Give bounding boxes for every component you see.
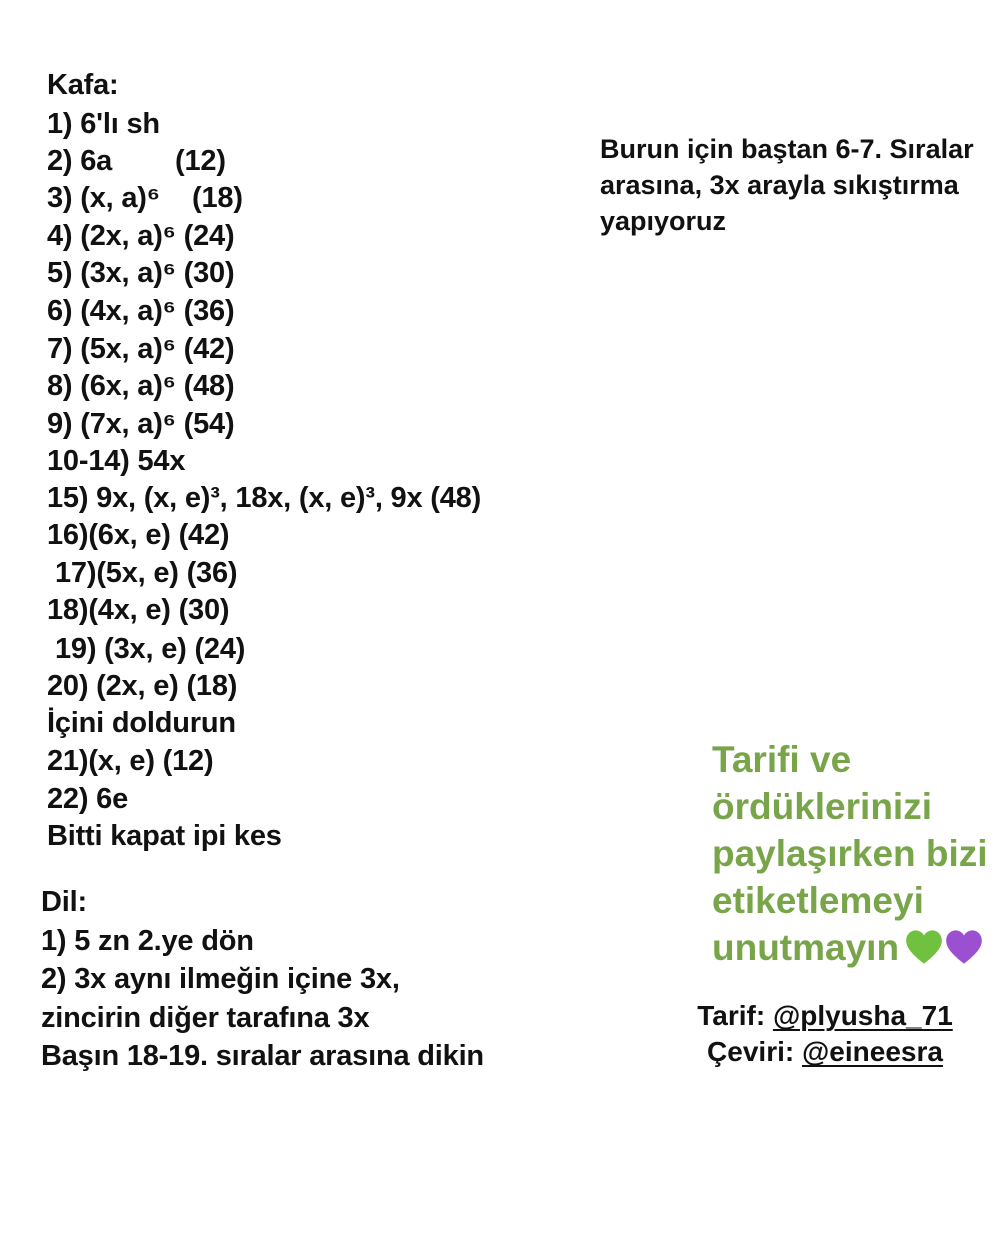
- kafa-line-2-step: 2) 6a: [47, 145, 113, 177]
- burun-note: [600, 131, 1007, 239]
- kafa-line-8: 8) (6x, a)⁶ (48): [47, 370, 235, 402]
- share-line-3: paylaşırken bizi: [712, 833, 988, 874]
- kafa-line-2-count: (12): [175, 145, 226, 177]
- burun-line-1: Burun için baştan 6-7. Sıralar: [600, 134, 974, 164]
- kafa-line-15: 19) (3x, e) (24): [55, 633, 246, 665]
- burun-line-2: arasına, 3x arayla sıkıştırma: [600, 170, 959, 200]
- credit-tarif: [680, 998, 970, 1034]
- kafa-line-16: 20) (2x, e) (18): [47, 670, 238, 702]
- share-line-4: etiketlemeyi: [712, 880, 924, 921]
- share-line-2: ördüklerinizi: [712, 786, 932, 827]
- share-line-1: Tarifi ve: [712, 739, 852, 780]
- share-line-5: [712, 924, 988, 971]
- kafa-line-6: 6) (4x, a)⁶ (36): [47, 295, 235, 327]
- kafa-line-3-step: 3) (x, a)⁶: [47, 182, 160, 214]
- dil-line-2: 2) 3x aynı ilmeğin içine 3x,: [41, 963, 400, 995]
- kafa-line-10: 10-14) 54x: [47, 445, 186, 477]
- kafa-line-4: 4) (2x, a)⁶ (24): [47, 220, 235, 252]
- credit-ceviri-handle[interactable]: @eineesra: [801, 1036, 943, 1067]
- burun-line-3: yapıyoruz: [600, 206, 727, 236]
- dil-line-4: Başın 18-19. sıralar arasına dikin: [41, 1040, 484, 1072]
- kafa-line-3-count: (18): [192, 182, 243, 214]
- green-heart-icon: [905, 928, 943, 966]
- kafa-line-12: 16)(6x, e) (42): [47, 519, 230, 551]
- kafa-line-13: 17)(5x, e) (36): [55, 557, 238, 589]
- kafa-title: Kafa:: [47, 69, 119, 101]
- dil-line-3: zincirin diğer tarafına 3x: [41, 1002, 370, 1034]
- share-line-5-text: unutmayın: [712, 927, 900, 968]
- credit-ceviri: [680, 1034, 970, 1070]
- credit-ceviri-label: Çeviri:: [707, 1036, 795, 1067]
- dil-title: Dil:: [41, 886, 87, 918]
- kafa-line-11: 15) 9x, (x, e)³, 18x, (x, e)³, 9x (48): [47, 482, 482, 514]
- kafa-line-9: 9) (7x, a)⁶ (54): [47, 408, 235, 440]
- kafa-line-5: 5) (3x, a)⁶ (30): [47, 257, 235, 289]
- kafa-line-17: İçini doldurun: [47, 707, 236, 739]
- credit-tarif-label: Tarif:: [697, 1000, 766, 1031]
- share-note: [712, 736, 988, 971]
- kafa-line-20: Bitti kapat ipi kes: [47, 820, 282, 852]
- kafa-line-3: [47, 181, 243, 215]
- kafa-line-2: [47, 144, 226, 178]
- credit-tarif-handle[interactable]: @plyusha_71: [772, 1000, 953, 1031]
- kafa-line-7: 7) (5x, a)⁶ (42): [47, 333, 235, 365]
- kafa-line-18: 21)(x, e) (12): [47, 745, 214, 777]
- credits: [680, 998, 970, 1070]
- kafa-line-1: 1) 6'lı sh: [47, 108, 160, 140]
- kafa-line-14: 18)(4x, e) (30): [47, 594, 230, 626]
- kafa-line-19: 22) 6e: [47, 783, 129, 815]
- dil-line-1: 1) 5 zn 2.ye dön: [41, 925, 254, 957]
- purple-heart-icon: [945, 928, 983, 966]
